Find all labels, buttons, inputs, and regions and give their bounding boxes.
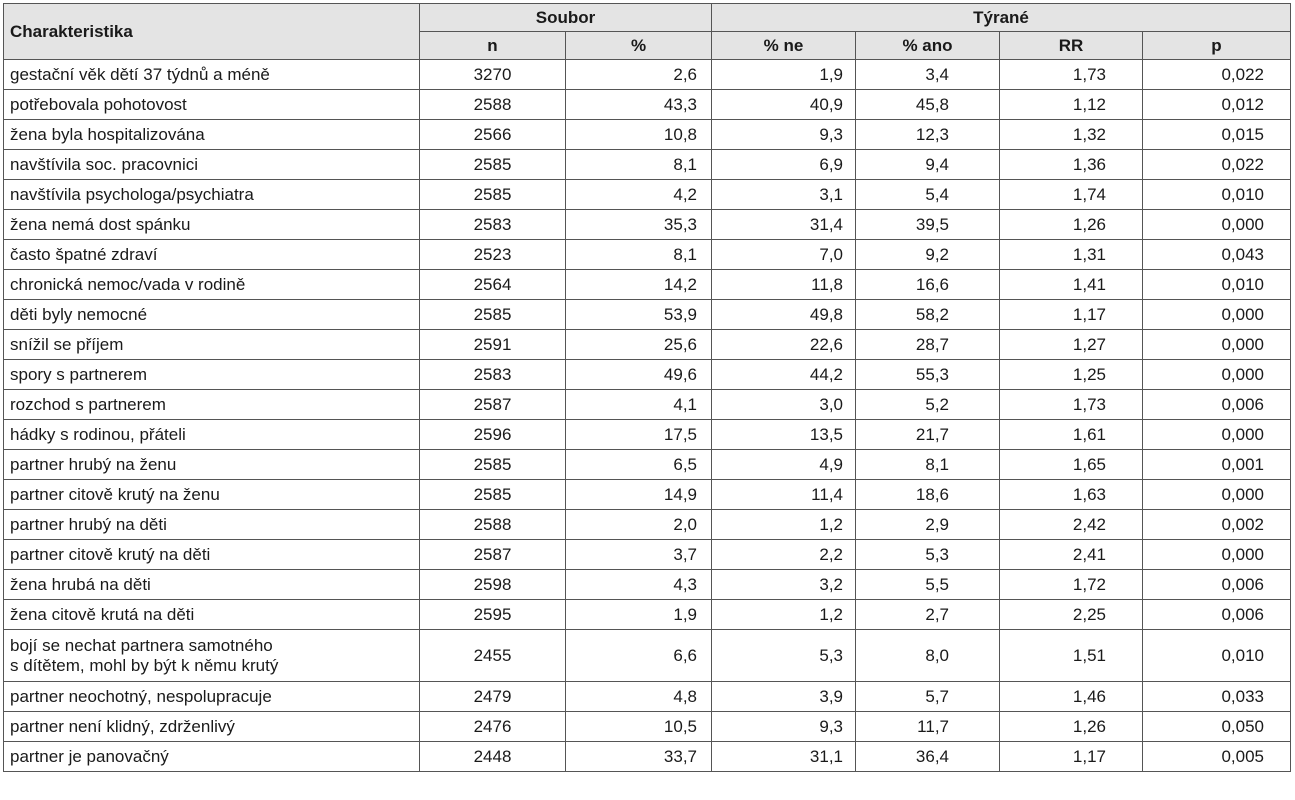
data-table xyxy=(3,3,1291,772)
cell-pct: 3,7 xyxy=(566,540,712,570)
cell-pct-ne: 5,3 xyxy=(712,630,856,682)
cell-n: 2585 xyxy=(420,180,566,210)
header-pct-ano: % ano xyxy=(856,32,1000,60)
cell-pct-ano: 58,2 xyxy=(856,300,1000,330)
cell-pct-ano: 11,7 xyxy=(856,712,1000,742)
table-row xyxy=(4,480,1291,510)
cell-pct-ano: 5,5 xyxy=(856,570,1000,600)
cell-label: partner citově krutý na děti xyxy=(4,540,420,570)
cell-pct: 43,3 xyxy=(566,90,712,120)
table-row xyxy=(4,712,1291,742)
cell-p: 0,000 xyxy=(1143,330,1291,360)
cell-pct-ano: 9,4 xyxy=(856,150,1000,180)
table-row xyxy=(4,450,1291,480)
cell-pct: 8,1 xyxy=(566,240,712,270)
cell-rr: 1,41 xyxy=(1000,270,1143,300)
cell-pct-ne: 22,6 xyxy=(712,330,856,360)
cell-rr: 1,61 xyxy=(1000,420,1143,450)
cell-pct-ano: 12,3 xyxy=(856,120,1000,150)
cell-label: partner citově krutý na ženu xyxy=(4,480,420,510)
cell-rr: 1,17 xyxy=(1000,742,1143,772)
header-pct-ne: % ne xyxy=(712,32,856,60)
cell-pct-ne: 6,9 xyxy=(712,150,856,180)
cell-label: navštívila soc. pracovnici xyxy=(4,150,420,180)
table-row xyxy=(4,540,1291,570)
table-row xyxy=(4,570,1291,600)
cell-pct: 4,3 xyxy=(566,570,712,600)
cell-n: 2585 xyxy=(420,150,566,180)
table-row xyxy=(4,300,1291,330)
cell-pct-ano: 39,5 xyxy=(856,210,1000,240)
cell-p: 0,012 xyxy=(1143,90,1291,120)
cell-rr: 1,73 xyxy=(1000,390,1143,420)
cell-pct-ano: 36,4 xyxy=(856,742,1000,772)
header-row-groups xyxy=(4,4,1291,32)
cell-pct-ne: 11,4 xyxy=(712,480,856,510)
cell-pct: 10,5 xyxy=(566,712,712,742)
cell-label: rozchod s partnerem xyxy=(4,390,420,420)
cell-rr: 1,26 xyxy=(1000,712,1143,742)
cell-pct-ano: 5,7 xyxy=(856,682,1000,712)
header-rr: RR xyxy=(1000,32,1143,60)
cell-n: 2587 xyxy=(420,540,566,570)
cell-n: 2564 xyxy=(420,270,566,300)
cell-rr: 1,51 xyxy=(1000,630,1143,682)
cell-n: 2596 xyxy=(420,420,566,450)
cell-p: 0,050 xyxy=(1143,712,1291,742)
cell-pct-ano: 8,0 xyxy=(856,630,1000,682)
cell-pct: 1,9 xyxy=(566,600,712,630)
cell-p: 0,000 xyxy=(1143,300,1291,330)
table-row xyxy=(4,600,1291,630)
cell-pct-ne: 44,2 xyxy=(712,360,856,390)
cell-p: 0,000 xyxy=(1143,360,1291,390)
cell-n: 2598 xyxy=(420,570,566,600)
cell-pct-ne: 3,9 xyxy=(712,682,856,712)
cell-label: partner hrubý na ženu xyxy=(4,450,420,480)
table-row xyxy=(4,742,1291,772)
table-row xyxy=(4,330,1291,360)
table-body xyxy=(4,60,1291,772)
cell-pct-ne: 7,0 xyxy=(712,240,856,270)
cell-label: potřebovala pohotovost xyxy=(4,90,420,120)
cell-pct-ano: 9,2 xyxy=(856,240,1000,270)
header-group-soubor: Soubor xyxy=(420,4,712,32)
cell-n: 2523 xyxy=(420,240,566,270)
table-row xyxy=(4,510,1291,540)
cell-p: 0,022 xyxy=(1143,60,1291,90)
cell-pct: 8,1 xyxy=(566,150,712,180)
cell-pct: 25,6 xyxy=(566,330,712,360)
cell-rr: 1,17 xyxy=(1000,300,1143,330)
cell-label: partner hrubý na děti xyxy=(4,510,420,540)
cell-n: 2585 xyxy=(420,300,566,330)
cell-p: 0,022 xyxy=(1143,150,1291,180)
cell-label: žena byla hospitalizována xyxy=(4,120,420,150)
cell-pct: 33,7 xyxy=(566,742,712,772)
cell-pct-ne: 9,3 xyxy=(712,120,856,150)
cell-pct-ne: 1,2 xyxy=(712,600,856,630)
cell-pct: 4,8 xyxy=(566,682,712,712)
cell-pct: 49,6 xyxy=(566,360,712,390)
cell-label: partner je panovačný xyxy=(4,742,420,772)
cell-pct-ne: 11,8 xyxy=(712,270,856,300)
table-row xyxy=(4,682,1291,712)
cell-pct-ano: 2,7 xyxy=(856,600,1000,630)
cell-pct: 4,1 xyxy=(566,390,712,420)
cell-pct-ne: 1,2 xyxy=(712,510,856,540)
cell-pct-ne: 40,9 xyxy=(712,90,856,120)
cell-n: 2588 xyxy=(420,510,566,540)
header-characteristic: Charakteristika xyxy=(4,4,420,60)
cell-n: 2587 xyxy=(420,390,566,420)
table-row xyxy=(4,240,1291,270)
cell-p: 0,000 xyxy=(1143,420,1291,450)
cell-label: žena nemá dost spánku xyxy=(4,210,420,240)
cell-label: partner není klidný, zdrženlivý xyxy=(4,712,420,742)
cell-pct: 17,5 xyxy=(566,420,712,450)
cell-rr: 1,26 xyxy=(1000,210,1143,240)
cell-rr: 2,25 xyxy=(1000,600,1143,630)
cell-rr: 2,42 xyxy=(1000,510,1143,540)
cell-pct-ano: 8,1 xyxy=(856,450,1000,480)
cell-p: 0,043 xyxy=(1143,240,1291,270)
cell-n: 2476 xyxy=(420,712,566,742)
cell-label: často špatné zdraví xyxy=(4,240,420,270)
cell-label: spory s partnerem xyxy=(4,360,420,390)
cell-label: partner neochotný, nespolupracuje xyxy=(4,682,420,712)
cell-p: 0,006 xyxy=(1143,570,1291,600)
cell-rr: 1,32 xyxy=(1000,120,1143,150)
cell-pct-ne: 4,9 xyxy=(712,450,856,480)
cell-rr: 1,25 xyxy=(1000,360,1143,390)
cell-rr: 1,36 xyxy=(1000,150,1143,180)
cell-rr: 2,41 xyxy=(1000,540,1143,570)
cell-n: 2591 xyxy=(420,330,566,360)
cell-n: 2455 xyxy=(420,630,566,682)
table-row xyxy=(4,180,1291,210)
cell-p: 0,015 xyxy=(1143,120,1291,150)
cell-pct-ano: 2,9 xyxy=(856,510,1000,540)
cell-pct-ne: 3,2 xyxy=(712,570,856,600)
cell-pct-ano: 5,4 xyxy=(856,180,1000,210)
cell-pct-ano: 21,7 xyxy=(856,420,1000,450)
cell-pct-ne: 31,4 xyxy=(712,210,856,240)
cell-p: 0,000 xyxy=(1143,540,1291,570)
cell-label: děti byly nemocné xyxy=(4,300,420,330)
cell-pct: 6,5 xyxy=(566,450,712,480)
table-row xyxy=(4,390,1291,420)
table-row xyxy=(4,90,1291,120)
cell-n: 3270 xyxy=(420,60,566,90)
cell-pct: 35,3 xyxy=(566,210,712,240)
cell-p: 0,005 xyxy=(1143,742,1291,772)
table-container xyxy=(3,3,1291,772)
cell-label: žena citově krutá na děti xyxy=(4,600,420,630)
table-row xyxy=(4,120,1291,150)
header-pct: % xyxy=(566,32,712,60)
cell-pct-ano: 18,6 xyxy=(856,480,1000,510)
cell-n: 2448 xyxy=(420,742,566,772)
cell-pct-ano: 5,3 xyxy=(856,540,1000,570)
table-row xyxy=(4,60,1291,90)
table-row xyxy=(4,270,1291,300)
cell-pct-ano: 5,2 xyxy=(856,390,1000,420)
cell-pct-ne: 49,8 xyxy=(712,300,856,330)
cell-rr: 1,63 xyxy=(1000,480,1143,510)
cell-p: 0,010 xyxy=(1143,630,1291,682)
cell-pct: 14,2 xyxy=(566,270,712,300)
cell-label: chronická nemoc/vada v rodině xyxy=(4,270,420,300)
cell-pct-ne: 31,1 xyxy=(712,742,856,772)
cell-label: bojí se nechat partnera samotného s dítětem, mohl by být k němu krutý xyxy=(4,630,420,682)
cell-n: 2583 xyxy=(420,210,566,240)
cell-label: žena hrubá na děti xyxy=(4,570,420,600)
cell-n: 2595 xyxy=(420,600,566,630)
cell-label: navštívila psychologa/psychiatra xyxy=(4,180,420,210)
cell-pct-ano: 55,3 xyxy=(856,360,1000,390)
cell-label: snížil se příjem xyxy=(4,330,420,360)
table-row xyxy=(4,630,1291,682)
cell-pct-ne: 1,9 xyxy=(712,60,856,90)
cell-p: 0,006 xyxy=(1143,390,1291,420)
cell-pct-ano: 3,4 xyxy=(856,60,1000,90)
cell-p: 0,001 xyxy=(1143,450,1291,480)
header-group-tyrane: Týrané xyxy=(712,4,1291,32)
cell-pct-ne: 9,3 xyxy=(712,712,856,742)
cell-rr: 1,73 xyxy=(1000,60,1143,90)
cell-n: 2479 xyxy=(420,682,566,712)
cell-rr: 1,65 xyxy=(1000,450,1143,480)
cell-rr: 1,12 xyxy=(1000,90,1143,120)
cell-label: gestační věk dětí 37 týdnů a méně xyxy=(4,60,420,90)
cell-pct: 4,2 xyxy=(566,180,712,210)
cell-p: 0,000 xyxy=(1143,210,1291,240)
cell-pct: 6,6 xyxy=(566,630,712,682)
cell-p: 0,033 xyxy=(1143,682,1291,712)
cell-rr: 1,31 xyxy=(1000,240,1143,270)
cell-pct: 14,9 xyxy=(566,480,712,510)
cell-pct-ne: 2,2 xyxy=(712,540,856,570)
cell-n: 2588 xyxy=(420,90,566,120)
cell-pct-ne: 3,1 xyxy=(712,180,856,210)
table-row xyxy=(4,420,1291,450)
cell-p: 0,010 xyxy=(1143,270,1291,300)
cell-pct-ne: 3,0 xyxy=(712,390,856,420)
cell-pct: 2,6 xyxy=(566,60,712,90)
cell-pct-ne: 13,5 xyxy=(712,420,856,450)
cell-p: 0,002 xyxy=(1143,510,1291,540)
table-row xyxy=(4,150,1291,180)
header-p: p xyxy=(1143,32,1291,60)
cell-p: 0,006 xyxy=(1143,600,1291,630)
cell-pct-ano: 16,6 xyxy=(856,270,1000,300)
cell-rr: 1,46 xyxy=(1000,682,1143,712)
cell-p: 0,010 xyxy=(1143,180,1291,210)
cell-pct: 2,0 xyxy=(566,510,712,540)
cell-label: hádky s rodinou, přáteli xyxy=(4,420,420,450)
cell-n: 2585 xyxy=(420,450,566,480)
cell-n: 2585 xyxy=(420,480,566,510)
table-row xyxy=(4,210,1291,240)
cell-pct-ano: 28,7 xyxy=(856,330,1000,360)
cell-rr: 1,74 xyxy=(1000,180,1143,210)
cell-n: 2566 xyxy=(420,120,566,150)
cell-pct-ano: 45,8 xyxy=(856,90,1000,120)
table-header xyxy=(4,4,1291,60)
cell-pct: 10,8 xyxy=(566,120,712,150)
cell-rr: 1,72 xyxy=(1000,570,1143,600)
table-row xyxy=(4,360,1291,390)
header-n: n xyxy=(420,32,566,60)
cell-rr: 1,27 xyxy=(1000,330,1143,360)
cell-pct: 53,9 xyxy=(566,300,712,330)
cell-n: 2583 xyxy=(420,360,566,390)
cell-p: 0,000 xyxy=(1143,480,1291,510)
